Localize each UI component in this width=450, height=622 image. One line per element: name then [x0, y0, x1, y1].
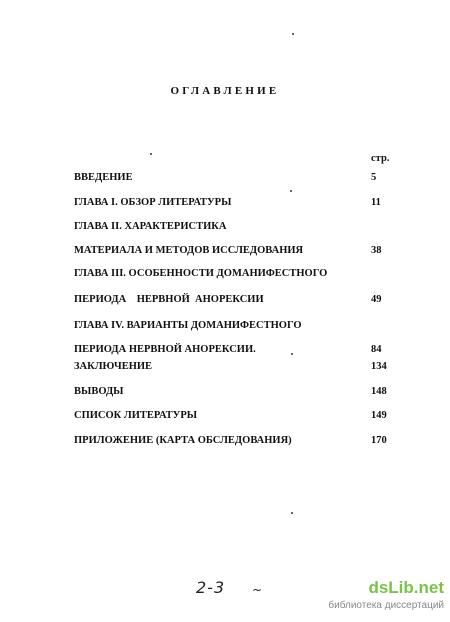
handwritten-note: 2-3 [196, 578, 226, 597]
scan-speck [291, 353, 293, 355]
watermark-logo: dsLib.net [368, 578, 444, 597]
page-title: ОГЛАВЛЕНИЕ [170, 85, 280, 97]
toc-entry-label: СПИСОК ЛИТЕРАТУРЫ [74, 410, 198, 421]
toc-entry-label: ГЛАВА I. ОБЗОР ЛИТЕРАТУРЫ [74, 197, 232, 208]
toc-entry-label: ПЕРИОДА НЕРВНОЙ АНОРЕКСИИ [74, 294, 264, 305]
scan-speck [291, 512, 293, 514]
toc-entry-label: ВЫВОДЫ [74, 386, 124, 397]
toc-entry-label: ВВЕДЕНИЕ [74, 172, 133, 183]
toc-entry [74, 268, 394, 282]
page-column-header: стр. [371, 153, 390, 164]
toc-entry-label: ПРИЛОЖЕНИЕ (КАРТА ОБСЛЕДОВАНИЯ) [74, 435, 292, 446]
scan-speck [150, 153, 152, 155]
toc-entry-label: ГЛАВА IV. ВАРИАНТЫ ДОМАНИФЕСТНОГО [74, 320, 302, 331]
toc-entry [74, 320, 394, 334]
toc-entry [74, 245, 394, 259]
toc-entry-label: ГЛАВА II. ХАРАКТЕРИСТИКА [74, 221, 227, 232]
toc-entry-label: ПЕРИОДА НЕРВНОЙ АНОРЕКСИИ. [74, 344, 256, 355]
toc-entry [74, 221, 394, 235]
toc-entry-page: 49 [371, 294, 382, 305]
toc-entry [74, 361, 394, 375]
toc-entry [74, 344, 394, 358]
toc-entry-label: ГЛАВА III. ОСОБЕННОСТИ ДОМАНИФЕСТНОГО [74, 268, 328, 279]
toc-entry [74, 410, 394, 424]
toc-entry [74, 435, 394, 449]
scan-speck [292, 33, 294, 35]
toc-entry-page: 170 [371, 435, 387, 446]
toc-entry-page: 5 [371, 172, 377, 183]
toc-entry-page: 134 [371, 361, 387, 372]
toc-entry [74, 294, 394, 308]
handwritten-mark: ~ [252, 583, 263, 597]
toc-entry-page: 11 [371, 197, 381, 208]
toc-entry-page: 149 [371, 410, 387, 421]
toc-entry-page: 38 [371, 245, 382, 256]
toc-entry [74, 172, 394, 186]
toc-entry-label: МАТЕРИАЛА И МЕТОДОВ ИССЛЕДОВАНИЯ [74, 245, 304, 256]
watermark [330, 578, 448, 618]
toc-entry [74, 197, 394, 211]
toc-entry [74, 386, 394, 400]
toc-entry-page: 84 [371, 344, 382, 355]
toc-entry-page: 148 [371, 386, 387, 397]
toc-entry-label: ЗАКЛЮЧЕНИЕ [74, 361, 153, 372]
watermark-subtitle: библиотека диссертаций [328, 600, 444, 611]
scan-speck [290, 190, 292, 192]
